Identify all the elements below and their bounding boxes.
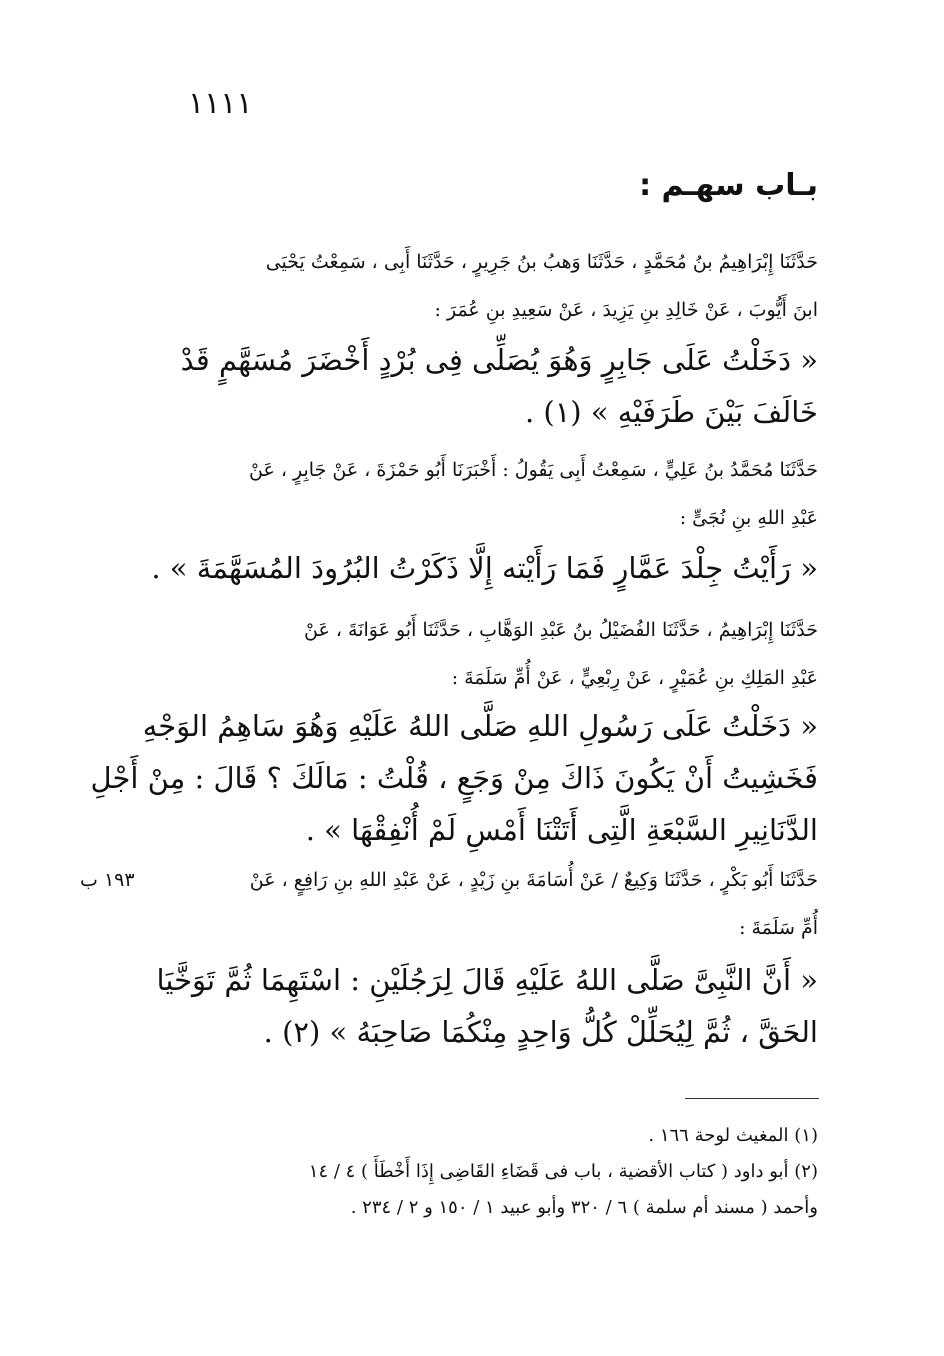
matn-1 [181,334,818,438]
isnad-4-line-2: أُمِّ سَلَمَةَ : [739,917,818,939]
isnad-3 [304,606,818,702]
footnote-1: (١) المغيث لوحة ١٦٦ . [648,1125,818,1146]
footnote-2-line-2: وأحمد ( مسند أم سلمة ) ٦ / ٣٢٠ وأبو عبيد ١ / ١٥٠ و ٢ / ٢٣٤ . [350,1197,818,1218]
isnad-3-line-1: حَدَّثَنَا إِبْرَاهِيمُ ، حَدَّثَنَا الفُضَيْلُ بنُ عَبْدِ الوَهَّابِ ، حَدَّثَنَا أَبُو عَوَانَةَ ، عَنْ [304,619,818,641]
isnad-4 [250,856,818,952]
matn-2-line-1: « رَأَيْتُ جِلْدَ عَمَّارٍ فَمَا رَأَيْته إِلَّا ذَكَرْتُ البُرُودَ المُسَهَّمَةَ » . [151,551,818,585]
footnote-divider [685,1098,819,1099]
chapter-heading: بـاب سهـم : [639,168,818,203]
isnad-1 [266,238,818,334]
margin-folio-note: ١٩٣ ب [80,869,135,891]
isnad-2-line-2: عَبْدِ اللهِ بنِ نُجَىٍّ : [679,507,818,529]
isnad-1-line-2: ابنَ أَيُّوبَ ، عَنْ خَالِدِ بنِ يَزِيدَ ، عَنْ سَعِيدِ بنِ عُمَرَ : [434,299,818,321]
matn-3-line-2: فَخَشِيتُ أَنْ يَكُونَ ذَاكَ مِنْ وَجَعٍ ، قُلْتُ : مَالَكَ ؟ قَالَ : مِنْ أَجْلِ [90,761,818,795]
footnote-2-line-1: (٢) أبو داود ( كتاب الأقضية ، باب فى قَضَاءِ القَاضِى إِذَا أَخْطَأَ ) ٤ / ١٤ [308,1161,818,1182]
matn-1-line-1: « دَخَلْتُ عَلَى جَابِرٍ وَهُوَ يُصَلِّى فِى بُرْدٍ أَخْضَرَ مُسَهَّمٍ قَدْ [180,343,818,377]
isnad-1-line-1: حَدَّثَنَا إِبْرَاهِيمُ بنُ مُحَمَّدٍ ، حَدَّثَنَا وَهبُ بنُ جَرِيرٍ ، حَدَّثَنَا أَبِى ، سَمِعْتُ يَحْيَى [265,251,818,273]
matn-3 [90,700,818,856]
matn-4-line-2: الحَقَّ ، ثُمَّ لِيُحَلِّلْ كُلُّ وَاحِدٍ مِنْكُمَا صَاحِبَهُ » (٢) . [263,1015,818,1049]
matn-3-line-3: الدَّنَانِيرِ السَّبْعَةِ الَّتِى أَتَتْنَا أَمْسِ لَمْ أُنْفِقْهَا » . [305,813,818,847]
matn-1-line-2: خَالَفَ بَيْنَ طَرَفَيْهِ » (١) . [524,395,818,429]
matn-2 [151,542,818,594]
isnad-2 [249,446,818,542]
matn-4-line-1: « أَنَّ النَّبِىَّ صَلَّى اللهُ عَلَيْهِ قَالَ لِرَجُلَيْنِ : اسْتَهِمَا ثُمَّ تَوَخَّيَا [156,963,818,997]
footnotes [309,1118,818,1226]
page-number: ١١١١ [188,86,253,121]
isnad-2-line-1: حَدَّثَنَا مُحَمَّدُ بنُ عَلِيٍّ ، سَمِعْتُ أَبِى يَقُولُ : أَخْبَرَنَا أَبُو حَمْزَةَ ، عَنْ جَابِرٍ ، عَنْ [249,459,818,481]
matn-4 [157,954,818,1058]
matn-3-line-1: « دَخَلْتُ عَلَى رَسُولِ اللهِ صَلَّى اللهُ عَلَيْهِ وَهُوَ سَاهِمُ الوَجْهِ [142,709,818,743]
isnad-4-line-1: حَدَّثَنَا أَبُو بَكْرٍ ، حَدَّثَنَا وَكِيعٌ / عَنْ أُسَامَةَ بنِ زَيْدٍ ، عَنْ عَبْدِ اللهِ بنِ رَافِعٍ ، عَنْ [249,869,818,891]
isnad-3-line-2: عَبْدِ المَلِكِ بنِ عُمَيْرٍ ، عَنْ رِبْعِيٍّ ، عَنْ أُمِّ سَلَمَةَ : [451,667,818,689]
